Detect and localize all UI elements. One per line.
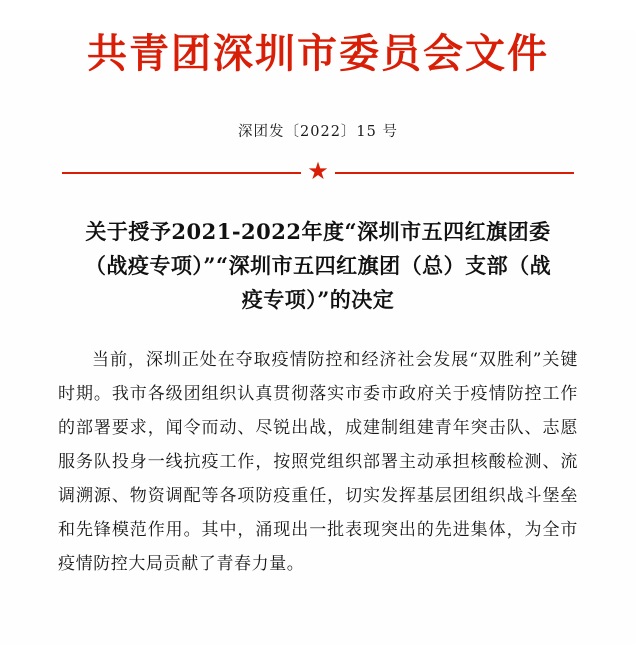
body-paragraph: 当前，深圳正处在夺取疫情防控和经济社会发展“双胜利”关键时期。我市各级团组织认真贯彻落实市委市政府关于疫情防控工作的部署要求，闻令而动、尽锐出战，成建制组建青年突击队、志愿服务队投身一线抗疫工作，按照党组织部署主动承担核酸检测、流调溯源、物资调配等各项防疫重任，切实发挥基层团组织战斗堡垒和先锋模范作用。其中，涌现出一批表现突出的先进集体，为全市疫情防控大局贡献了青春力量。 — [58, 350, 578, 575]
header-separator — [0, 159, 636, 185]
document-body — [58, 343, 578, 581]
red-star-icon: ★ — [301, 159, 335, 185]
document-page — [0, 30, 636, 645]
document-title: 共青团深圳市委员会文件 — [87, 30, 549, 77]
document-number: 深团发〔2022〕15 号 — [238, 124, 398, 140]
document-subject-heading: 关于授予2021-2022年度“深圳市五四红旗团委（战疫专项）”“深圳市五四红旗团（总）支部（战疫专项）”的决定 — [84, 219, 552, 313]
